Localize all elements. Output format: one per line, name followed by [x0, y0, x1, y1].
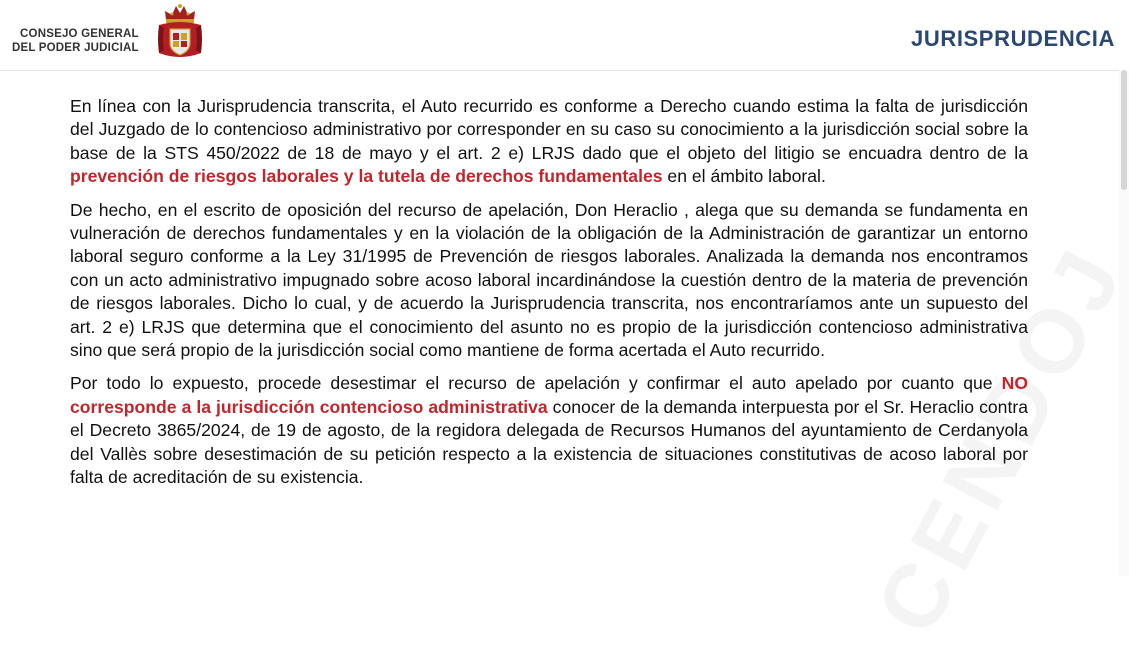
paragraph-1-text-after: en el ámbito laboral.: [662, 166, 826, 187]
paragraph-1-highlight: prevención de riesgos laborales y la tutela de derechos fundamentales: [70, 166, 663, 187]
org-name: [12, 27, 139, 55]
paragraph-3-text-before: Por todo lo expuesto, procede desestimar el recurso de apelación y confirmar el auto apelado por cuanto que: [70, 373, 1002, 394]
paragraph-1: [70, 95, 1028, 189]
section-title: JURISPRUDENCIA: [911, 26, 1115, 51]
paragraph-2: De hecho, en el escrito de oposición del recurso de apelación, Don Heraclio , alega que su demanda se fundamenta en vulneración de derechos fundamentales y en la violación de la obligación de la Administración de garantizar un entorno laboral seguro conforme a la Ley 31/1995 de Prevención de riesgos laborales. Analizada la demanda nos encontramos con un acto administrativo impugnado sobre acoso laboral incardinándose la cuestión dentro de la materia de prevención de riesgos laborales. Dicho lo cual, y de acuerdo la Jurisprudencia transcrita, nos encontraríamos ante un supuesto del art. 2 e) LRJS que determina que el conocimiento del asunto no es propio de la jurisdicción contencioso administrativa sino que será propio de la jurisdicción social como mantiene de forma acertada el Auto recurrido.: [70, 199, 1028, 361]
paragraph-3: [70, 372, 1028, 489]
paragraph-3-text-after: conocer de la demanda interpuesta por el Sr. Heraclio contra el Decreto 3865/2024, de 19 de agosto, de la regidora delegada de Recursos Humanos del ayuntamiento de Cerdanyola del Vallès sobre desestimación de su petición respecto a la existencia de situaciones constitutivas de acoso laboral por falta de acreditación de su existencia.: [70, 396, 1028, 488]
org-name-line-2: DEL PODER JUDICIAL: [12, 42, 139, 54]
paragraph-1-text-before: En línea con la Jurisprudencia transcrita, el Auto recurrido es conforme a Derecho cuando estima la falta de jurisdicción del Juzgado de lo contencioso administrativo por corresponder en su caso su conocimiento a la jurisdicción social sobre la base de la STS 450/2022 de 18 de mayo y el art. 2 e) LRJS dado que el objeto del litigio se encuadra dentro de la: [70, 96, 1028, 163]
page-header: [0, 0, 1129, 71]
org-name-line-1: CONSEJO GENERAL: [20, 28, 139, 40]
crown-shield-emblem-icon: [156, 3, 204, 61]
document-body: [70, 95, 1028, 500]
vertical-scrollbar[interactable]: [1119, 70, 1129, 576]
scrollbar-thumb[interactable]: [1121, 70, 1127, 190]
paragraph-3-highlight: NO corresponde a la jurisdicción contencioso administrativa: [70, 373, 1028, 417]
